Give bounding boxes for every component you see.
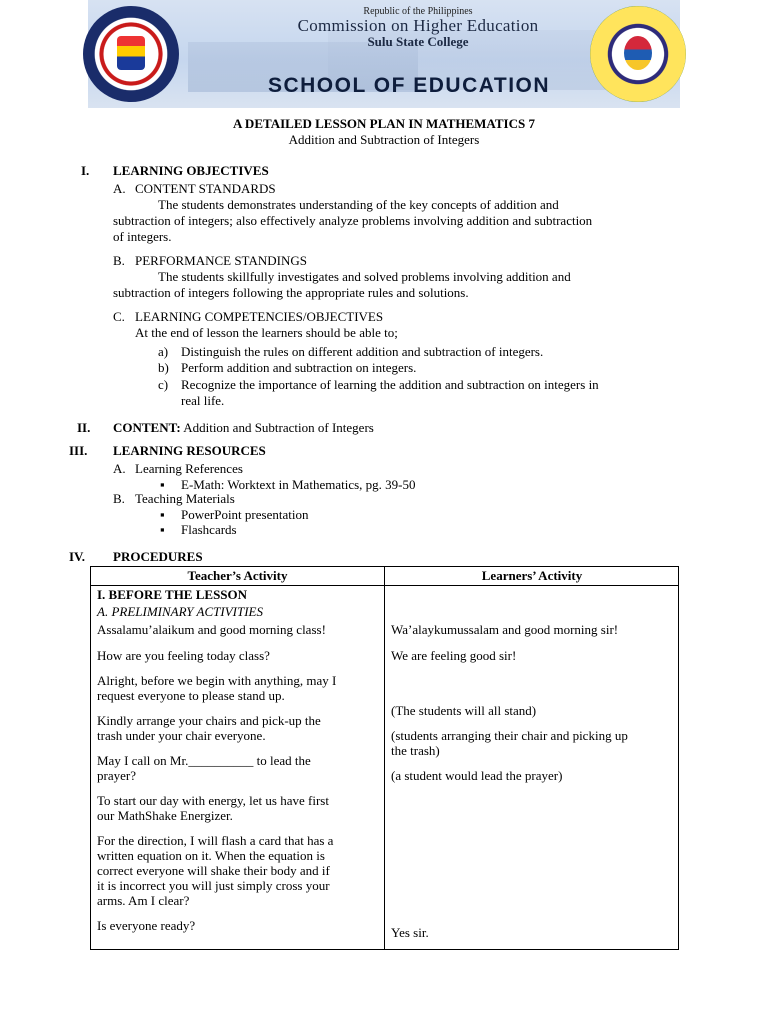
objective-c-label: c) <box>158 377 169 392</box>
learner-line: We are feeling good sir! <box>391 648 517 663</box>
teacher-line: it is incorrect you will just simply cross your <box>97 878 330 893</box>
objective-c-text-2: real life. <box>181 393 225 408</box>
teacher-line: written equation on it. When the equation is <box>97 848 325 863</box>
school-of-education-seal-icon <box>83 6 179 102</box>
learner-activity-header: Learners’ Activity <box>481 568 583 583</box>
section-1b-label: B. <box>113 253 125 268</box>
objective-b-text: Perform addition and subtraction on integers. <box>181 360 417 375</box>
performance-line-1: The students skillfully investigates and solved problems involving addition and <box>158 269 571 284</box>
material-item: Flashcards <box>181 522 237 537</box>
procedures-table <box>90 566 679 950</box>
section-3b-title: Teaching Materials <box>135 491 235 506</box>
objective-a-text: Distinguish the rules on different addition and subtraction of integers. <box>181 344 544 359</box>
content-standards-line-2: subtraction of integers; also effectively analyze problems involving addition and subtraction <box>113 213 593 228</box>
teacher-line: our MathShake Energizer. <box>97 808 233 823</box>
objective-c-text-1: Recognize the importance of learning the addition and subtraction on integers in <box>181 377 599 392</box>
material-item: PowerPoint presentation <box>181 507 309 522</box>
section-2-text: Addition and Subtraction of Integers <box>183 420 374 435</box>
section-1a-label: A. <box>113 181 126 196</box>
republic-text: Republic of the Philippines <box>363 6 473 17</box>
teacher-line: prayer? <box>97 768 136 783</box>
learner-line: (a student would lead the prayer) <box>391 768 563 783</box>
objectives-intro: At the end of lesson the learners should be able to; <box>135 325 398 340</box>
bullet-icon: ▪ <box>160 477 165 492</box>
section-2-heading: CONTENT: <box>113 420 181 435</box>
teacher-line: request everyone to please stand up. <box>97 688 285 703</box>
learner-line: (The students will all stand) <box>391 703 537 718</box>
teacher-activity-header: Teacher’s Activity <box>187 568 288 583</box>
section-4-heading: PROCEDURES <box>113 549 203 564</box>
teacher-line: How are you feeling today class? <box>97 648 270 663</box>
section-3-number: III. <box>69 443 88 458</box>
teacher-line: arms. Am I clear? <box>97 893 190 908</box>
teacher-line: Assalamu’alaikum and good morning class! <box>97 622 326 637</box>
teacher-line: trash under your chair everyone. <box>97 728 266 743</box>
lesson-plan-subtitle: Addition and Subtraction of Integers <box>288 132 480 147</box>
section-2-number: II. <box>77 420 91 435</box>
teacher-line: Kindly arrange your chairs and pick-up the <box>97 713 321 728</box>
section-4-number: IV. <box>69 549 86 564</box>
content-standards-line-1: The students demonstrates understanding of the key concepts of addition and <box>158 197 559 212</box>
content-standards-line-3: of integers. <box>113 229 172 244</box>
reference-item: E-Math: Worktext in Mathematics, pg. 39-50 <box>181 477 416 492</box>
section-1a-title: CONTENT STANDARDS <box>135 181 276 196</box>
teacher-line: Alright, before we begin with anything, may I <box>97 673 337 688</box>
section-1b-title: PERFORMANCE STANDINGS <box>135 253 307 268</box>
learner-line: Wa’alaykumussalam and good morning sir! <box>391 622 619 637</box>
college-text: Sulu State College <box>367 34 469 49</box>
section-3a-title: Learning References <box>135 461 243 476</box>
phase-heading: I. BEFORE THE LESSON <box>97 587 248 602</box>
learner-line: (students arranging their chair and picking up <box>391 728 628 743</box>
section-1-number: I. <box>81 163 90 178</box>
commission-text: Commission on Higher Education <box>297 16 539 35</box>
performance-line-2: subtraction of integers following the appropriate rules and solutions. <box>113 285 469 300</box>
section-1c-label: C. <box>113 309 125 324</box>
section-3b-label: B. <box>113 491 125 506</box>
objective-b-label: b) <box>158 360 169 375</box>
learner-line: Yes sir. <box>391 925 429 940</box>
section-3a-label: A. <box>113 461 126 476</box>
lesson-plan-title: A DETAILED LESSON PLAN IN MATHEMATICS 7 <box>233 116 535 131</box>
teacher-line: May I call on Mr.__________ to lead the <box>97 753 311 768</box>
subphase-heading: A. PRELIMINARY ACTIVITIES <box>97 604 263 619</box>
sulu-state-college-seal-icon <box>590 6 686 102</box>
teacher-line: To start our day with energy, let us have first <box>97 793 329 808</box>
bullet-icon: ▪ <box>160 522 165 537</box>
section-1-heading: LEARNING OBJECTIVES <box>113 163 269 178</box>
learner-line: the trash) <box>391 743 440 758</box>
teacher-line: correct everyone will shake their body and if <box>97 863 330 878</box>
section-2-line <box>113 420 374 436</box>
objective-a-label: a) <box>158 344 169 359</box>
school-title: SCHOOL OF EDUCATION <box>267 74 551 97</box>
bullet-icon: ▪ <box>160 507 165 522</box>
section-1c-title: LEARNING COMPETENCIES/OBJECTIVES <box>135 309 384 324</box>
section-3-heading: LEARNING RESOURCES <box>113 443 266 458</box>
banner-text <box>258 6 578 49</box>
teacher-line: Is everyone ready? <box>97 918 196 933</box>
teacher-line: For the direction, I will flash a card that has a <box>97 833 334 848</box>
